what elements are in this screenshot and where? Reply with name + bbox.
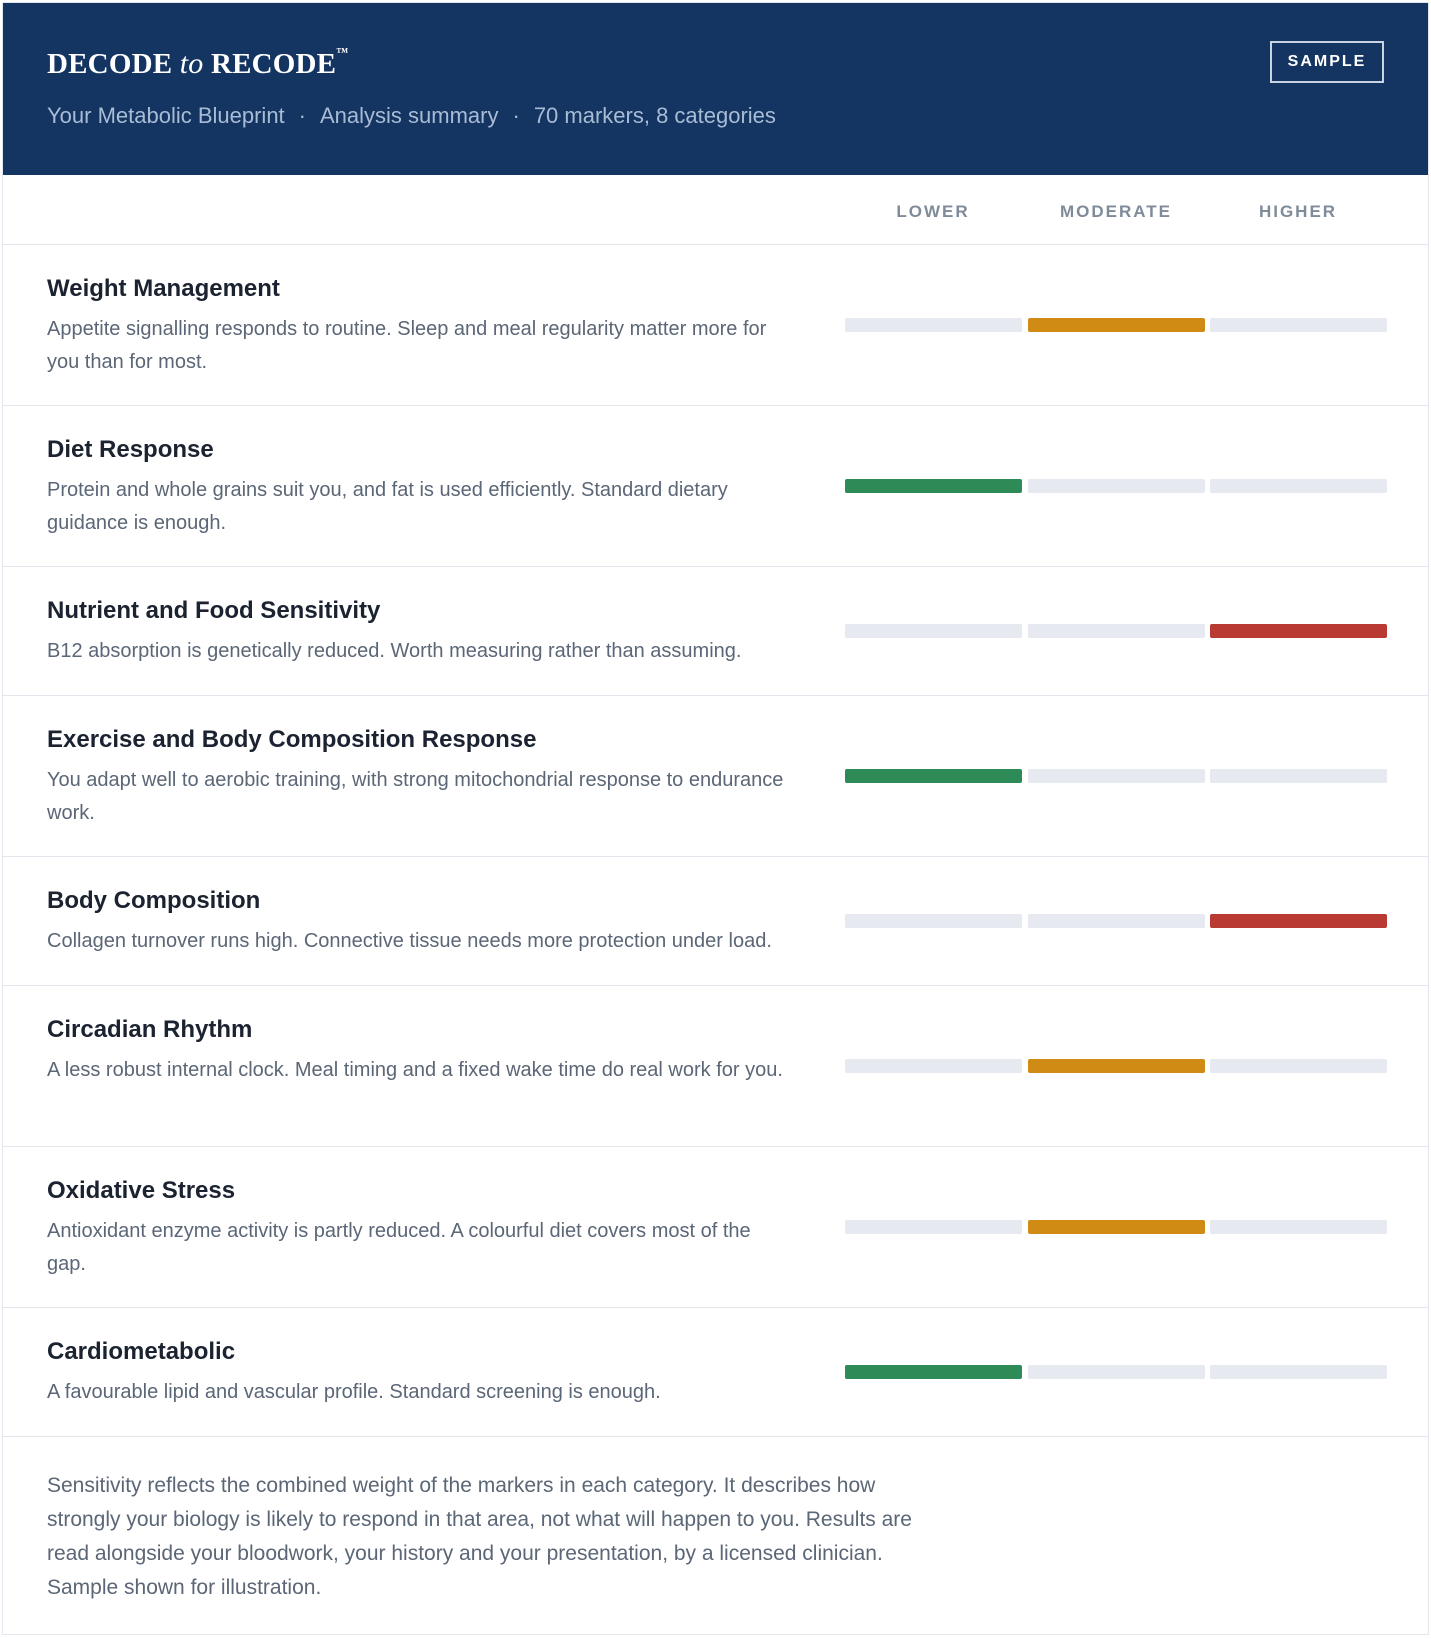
meter-segment-moderate (1028, 479, 1205, 493)
meter-segment-lower (845, 624, 1022, 638)
meter-segment-lower (845, 914, 1022, 928)
meter-segment-higher (1210, 914, 1387, 928)
meter-segment-higher (1210, 1220, 1387, 1234)
sensitivity-meter (845, 318, 1387, 332)
category-description: Appetite signalling responds to routine. Sleep and meal regularity matter more for you than for most. (47, 318, 767, 373)
category-title: Diet Response (47, 436, 214, 463)
brand-word-recode: RECODE (210, 48, 337, 80)
report-card (2, 2, 1429, 1635)
report-footer (3, 1437, 1428, 1634)
subtitle-summary: Analysis summary (320, 103, 499, 128)
meter-segment-moderate (1028, 914, 1205, 928)
meter-segment-higher (1210, 769, 1387, 783)
category-row-oxidative-stress (3, 1147, 1428, 1308)
meter-segment-lower (845, 318, 1022, 332)
category-title: Weight Management (47, 275, 280, 302)
trademark-mark: ™ (336, 45, 349, 59)
category-title: Nutrient and Food Sensitivity (47, 597, 381, 624)
meter-segment-higher (1210, 479, 1387, 493)
meter-segment-moderate (1028, 1059, 1205, 1073)
report-subtitle (47, 103, 776, 129)
meter-segment-moderate (1028, 1365, 1205, 1379)
report-header (3, 3, 1428, 175)
scale-label-moderate: MODERATE (1059, 202, 1172, 221)
meter-segment-higher (1210, 1059, 1387, 1073)
meter-segment-moderate (1028, 624, 1205, 638)
meter-segment-lower (845, 769, 1022, 783)
brand-word-to: to (179, 47, 204, 80)
category-row-diet-response (3, 406, 1428, 567)
meter-segment-higher (1210, 318, 1387, 332)
meter-segment-lower (845, 479, 1022, 493)
brand-word-decode: DECODE (47, 48, 173, 80)
meter-segment-higher (1210, 1365, 1387, 1379)
category-description: Antioxidant enzyme activity is partly reduced. A colourful diet covers most of the gap. (47, 1220, 751, 1275)
meter-segment-higher (1210, 624, 1387, 638)
category-row-body-composition (3, 857, 1428, 986)
scale-label-higher: HIGHER (1258, 202, 1338, 221)
brand-logo (47, 47, 348, 81)
meter-segment-lower (845, 1220, 1022, 1234)
sensitivity-meter (845, 479, 1387, 493)
meter-segment-moderate (1028, 318, 1205, 332)
category-title: Oxidative Stress (47, 1177, 236, 1204)
category-description: Protein and whole grains suit you, and fat is used efficiently. Standard dietary guidance is enough. (47, 479, 728, 534)
category-title: Cardiometabolic (47, 1338, 236, 1365)
category-description: Collagen turnover runs high. Connective tissue needs more protection under load. (47, 930, 772, 952)
scale-label-lower: LOWER (896, 202, 970, 221)
category-row-cardiometabolic (3, 1308, 1428, 1437)
sensitivity-meter (845, 1059, 1387, 1073)
meter-segment-moderate (1028, 1220, 1205, 1234)
meter-segment-lower (845, 1365, 1022, 1379)
sample-badge: SAMPLE (1270, 41, 1384, 83)
scale-header (3, 175, 1428, 245)
footer-disclaimer: Sensitivity reflects the combined weight of the markers in each category. It describes how strongly your biology is likely to respond in that area, not what will happen to you. Results are read alongside your bloodwork, your history and your presentation, by a licensed clinician. Sample shown for illustration. (47, 1474, 912, 1599)
subtitle-markers: 70 markers, 8 categories (533, 103, 776, 128)
category-description: You adapt well to aerobic training, with strong mitochondrial response to endurance work. (47, 769, 784, 824)
category-row-exercise-body-composition (3, 696, 1428, 857)
category-description: A less robust internal clock. Meal timing and a fixed wake time do real work for you. (47, 1059, 783, 1081)
meter-segment-moderate (1028, 769, 1205, 783)
category-title: Body Composition (47, 887, 261, 914)
category-title: Exercise and Body Composition Response (47, 726, 537, 753)
sensitivity-meter (845, 769, 1387, 783)
category-title: Circadian Rhythm (47, 1016, 253, 1043)
sensitivity-meter (845, 914, 1387, 928)
category-row-weight-management (3, 245, 1428, 406)
category-row-nutrient-food-sensitivity (3, 567, 1428, 696)
sensitivity-meter (845, 1365, 1387, 1379)
sensitivity-meter (845, 1220, 1387, 1234)
subtitle-separator: · (512, 103, 520, 128)
meter-segment-lower (845, 1059, 1022, 1073)
sensitivity-meter (845, 624, 1387, 638)
category-row-circadian-rhythm (3, 986, 1428, 1147)
subtitle-blueprint: Your Metabolic Blueprint (47, 103, 285, 128)
category-description: A favourable lipid and vascular profile. Standard screening is enough. (47, 1381, 661, 1403)
category-description: B12 absorption is genetically reduced. Worth measuring rather than assuming. (47, 640, 742, 662)
subtitle-separator: · (298, 103, 306, 128)
